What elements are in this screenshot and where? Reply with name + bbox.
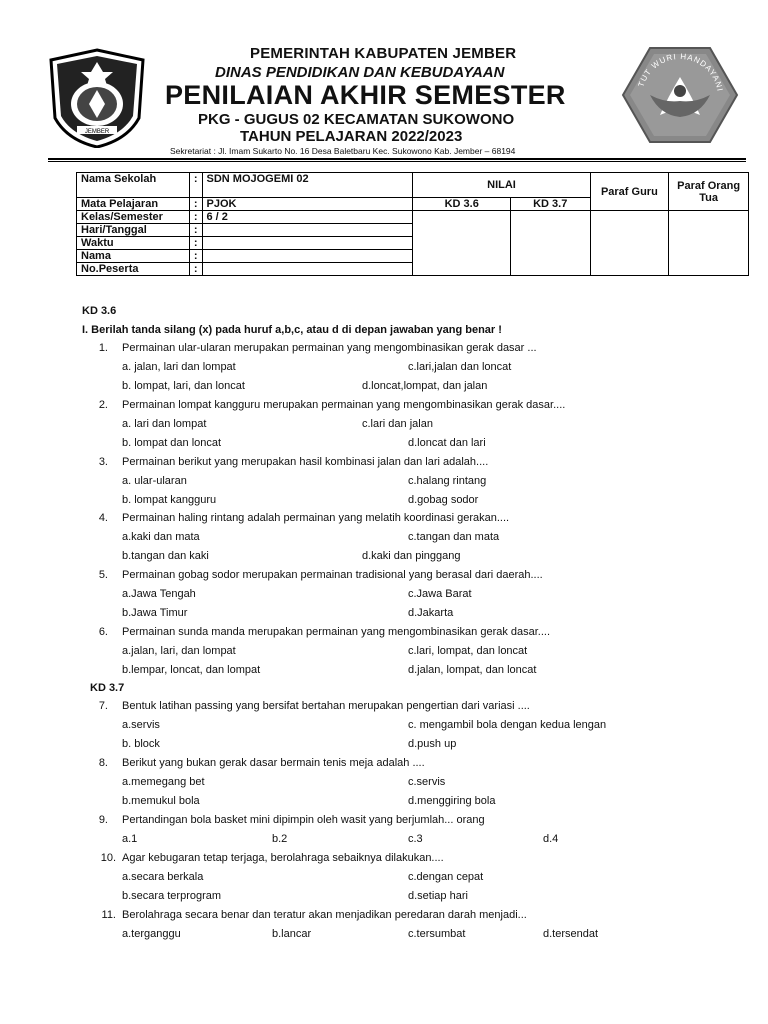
answer-option-d[interactable]: d.push up xyxy=(408,738,457,750)
label-class-semester: Kelas/Semester xyxy=(77,211,190,224)
header-divider xyxy=(48,158,746,160)
answer-option-a[interactable]: a.memegang bet xyxy=(122,776,205,788)
answer-option-a[interactable]: a. lari dan lompat xyxy=(122,418,207,430)
question-text: Permainan ular-ularan merupakan permainan yang mengombinasikan gerak dasar ... xyxy=(122,342,537,354)
answer-option-a[interactable]: a.servis xyxy=(122,719,160,731)
question-number: 2. xyxy=(98,399,108,411)
answer-option-b[interactable]: b. block xyxy=(122,738,160,750)
government-title: PEMERINTAH KABUPATEN JEMBER xyxy=(250,45,517,62)
label-day-date: Hari/Tanggal xyxy=(77,224,190,237)
answer-option-b[interactable]: b.2 xyxy=(272,833,288,845)
answer-option-a[interactable]: a.Jawa Tengah xyxy=(122,588,196,600)
kd-3-6-heading: KD 3.6 xyxy=(82,305,117,317)
answer-option-c[interactable]: c.servis xyxy=(408,776,446,788)
score-kd-3-6-cell[interactable] xyxy=(413,211,510,276)
secretariat-address: Sekretariat : Jl. Imam Sukarto No. 16 Desa Baletbaru Kec. Sukowono Kab. Jember – 68194 xyxy=(170,146,516,156)
question-text: Bentuk latihan passing yang bersifat bertahan merupakan pengertian dari variasi .... xyxy=(122,700,530,712)
colon: : xyxy=(189,237,202,250)
label-name: Nama xyxy=(77,250,190,263)
colon: : xyxy=(189,224,202,237)
answer-option-b[interactable]: b.lempar, loncat, dan lompat xyxy=(122,664,261,676)
answer-option-d[interactable]: d.setiap hari xyxy=(408,890,468,902)
question-text: Agar kebugaran tetap terjaga, berolahraga sebaiknya dilakukan.... xyxy=(122,852,444,864)
question-text: Permainan berikut yang merupakan hasil kombinasi jalan dan lari adalah.... xyxy=(122,456,489,468)
answer-option-d[interactable]: d.kaki dan pinggang xyxy=(362,550,461,562)
answer-option-d[interactable]: d.Jakarta xyxy=(408,607,454,619)
answer-option-d[interactable]: d.loncat dan lari xyxy=(408,437,486,449)
answer-option-a[interactable]: a.secara berkala xyxy=(122,871,204,883)
value-day-date[interactable] xyxy=(202,224,413,237)
question-text: Pertandingan bola basket mini dipimpin oleh wasit yang berjumlah... orang xyxy=(122,814,485,826)
answer-option-c[interactable]: c.halang rintang xyxy=(408,475,487,487)
question-text: Permainan haling rintang adalah permainan yang melatih koordinasi gerakan.... xyxy=(122,512,510,524)
answer-option-b[interactable]: b.tangan dan kaki xyxy=(122,550,209,562)
paraf-ortu-header: Paraf Orang Tua xyxy=(669,173,749,211)
question-number: 5. xyxy=(98,569,108,581)
question-text: Permainan gobag sodor merupakan permainan tradisional yang berasal dari daerah.... xyxy=(122,569,543,581)
academic-year: TAHUN PELAJARAN 2022/2023 xyxy=(240,128,463,145)
answer-option-b[interactable]: b. lompat kangguru xyxy=(122,494,217,506)
label-participant-number: No.Peserta xyxy=(77,263,190,276)
instruction: I. Berilah tanda silang (x) pada huruf a,b,c, atau d di depan jawaban yang benar ! xyxy=(82,324,502,336)
answer-option-a[interactable]: a. jalan, lari dan lompat xyxy=(122,361,236,373)
logo-right-text: TUT WURI HANDAYANI xyxy=(636,51,725,93)
question-number: 4. xyxy=(98,512,108,524)
answer-option-c[interactable]: c.tangan dan mata xyxy=(408,531,500,543)
kd-3-6-header: KD 3.6 xyxy=(413,198,510,211)
department-title: DINAS PENDIDIKAN DAN KEBUDAYAAN xyxy=(215,64,505,81)
answer-option-a[interactable]: a.terganggu xyxy=(122,928,181,940)
kd-3-7-header: KD 3.7 xyxy=(510,198,590,211)
colon: : xyxy=(189,211,202,224)
question-number: 1. xyxy=(98,342,108,354)
value-class-semester: 6 / 2 xyxy=(202,211,413,224)
label-time: Waktu xyxy=(77,237,190,250)
answer-option-b[interactable]: b. lompat dan loncat xyxy=(122,437,222,449)
answer-option-a[interactable]: a.jalan, lari, dan lompat xyxy=(122,645,236,657)
score-kd-3-7-cell[interactable] xyxy=(510,211,590,276)
colon: : xyxy=(189,173,202,198)
answer-option-c[interactable]: c.lari, lompat, dan loncat xyxy=(408,645,528,657)
value-participant-number[interactable] xyxy=(202,263,413,276)
question-number: 6. xyxy=(98,626,108,638)
logo-left-text: JEMBER xyxy=(84,129,110,135)
answer-option-c[interactable]: c.lari,jalan dan loncat xyxy=(408,361,512,373)
paraf-guru-header: Paraf Guru xyxy=(590,173,669,211)
answer-option-d[interactable]: d.tersendat xyxy=(543,928,599,940)
answer-option-b[interactable]: b.secara terprogram xyxy=(122,890,222,902)
colon: : xyxy=(189,198,202,211)
answer-option-c[interactable]: c.dengan cepat xyxy=(408,871,484,883)
answer-option-d[interactable]: d.jalan, lompat, dan loncat xyxy=(408,664,537,676)
label-school-name: Nama Sekolah xyxy=(77,173,190,198)
pkg-title: PKG - GUGUS 02 KECAMATAN SUKOWONO xyxy=(198,111,515,128)
answer-option-d[interactable]: d.4 xyxy=(543,833,559,845)
nilai-header: NILAI xyxy=(413,173,590,198)
answer-option-a[interactable]: a. ular-ularan xyxy=(122,475,187,487)
question-number: 11. xyxy=(101,909,116,921)
paraf-guru-cell[interactable] xyxy=(590,211,669,276)
answer-option-b[interactable]: b. lompat, lari, dan loncat xyxy=(122,380,245,392)
colon: : xyxy=(189,250,202,263)
value-school-name: SDN MOJOGEMI 02 xyxy=(202,173,413,198)
value-subject: PJOK xyxy=(202,198,413,211)
answer-option-d[interactable]: d.menggiring bola xyxy=(408,795,496,807)
answer-option-c[interactable]: c.lari dan jalan xyxy=(362,418,433,430)
question-number: 9. xyxy=(98,814,108,826)
identity-table xyxy=(76,172,749,276)
question-text: Berikut yang bukan gerak dasar bermain tenis meja adalah .... xyxy=(122,757,425,769)
question-text: Permainan lompat kangguru merupakan permainan yang mengombinasikan gerak dasar.... xyxy=(122,399,566,411)
colon: : xyxy=(189,263,202,276)
answer-option-c[interactable]: c.Jawa Barat xyxy=(408,588,472,600)
answer-option-c[interactable]: c.tersumbat xyxy=(408,928,466,940)
answer-option-c[interactable]: c. mengambil bola dengan kedua lengan xyxy=(408,719,607,731)
question-number: 10. xyxy=(100,852,116,864)
answer-option-b[interactable]: b.Jawa Timur xyxy=(122,607,188,619)
answer-option-b[interactable]: b.memukul bola xyxy=(122,795,200,807)
kd-3-7-heading: KD 3.7 xyxy=(90,682,125,694)
value-name[interactable] xyxy=(202,250,413,263)
exam-title: PENILAIAN AKHIR SEMESTER xyxy=(165,80,566,110)
answer-option-a[interactable]: a.1 xyxy=(122,833,138,845)
label-subject: Mata Pelajaran xyxy=(77,198,190,211)
answer-option-d[interactable]: d.gobag sodor xyxy=(408,494,479,506)
question-number: 8. xyxy=(98,757,108,769)
district-logo xyxy=(47,48,147,148)
question-text: Berolahraga secara benar dan teratur akan menjadikan peredaran darah menjadi... xyxy=(122,909,527,921)
answer-option-a[interactable]: a.kaki dan mata xyxy=(122,531,200,543)
question-number: 7. xyxy=(98,700,108,712)
answer-option-d[interactable]: d.loncat,lompat, dan jalan xyxy=(362,380,488,392)
answer-option-b[interactable]: b.lancar xyxy=(272,928,312,940)
question-text: Permainan sunda manda merupakan permainan yang mengombinasikan gerak dasar.... xyxy=(122,626,551,638)
question-number: 3. xyxy=(98,456,108,468)
header-divider-thin xyxy=(48,161,746,162)
tut-wuri-handayani-logo xyxy=(620,45,740,145)
paraf-ortu-cell[interactable] xyxy=(669,211,749,276)
answer-option-c[interactable]: c.3 xyxy=(408,833,423,845)
value-time[interactable] xyxy=(202,237,413,250)
